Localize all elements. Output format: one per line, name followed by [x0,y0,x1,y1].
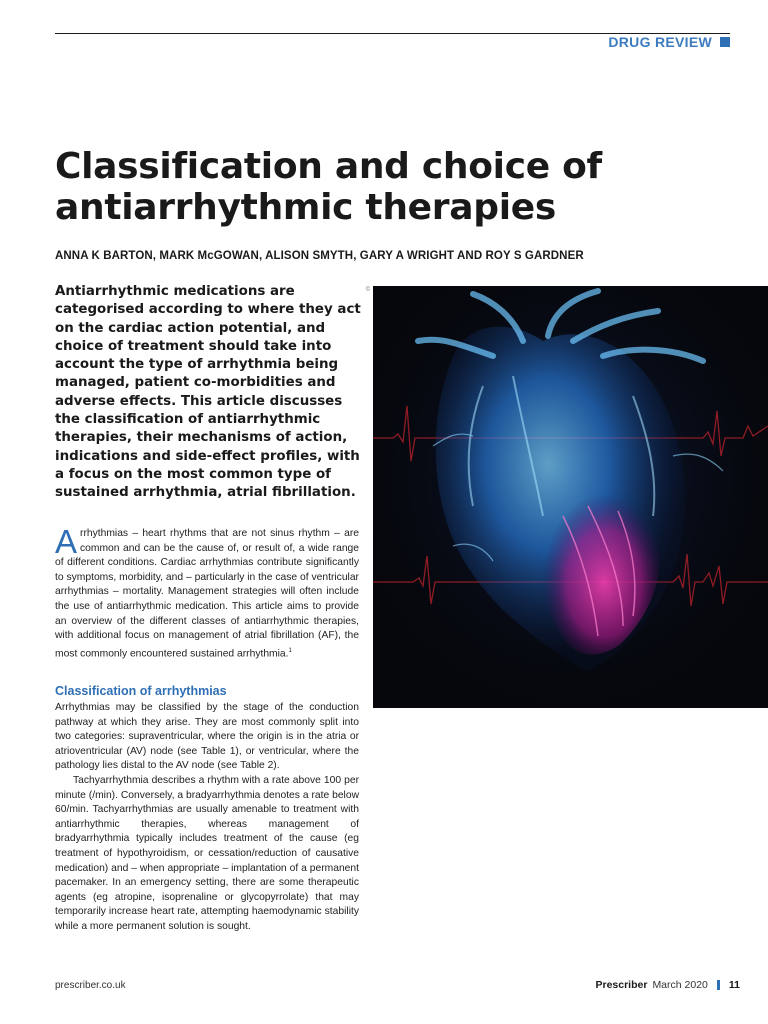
title-line-2: antiarrhythmic therapies [55,187,556,228]
section-heading: Classification of arrhythmias [55,684,227,698]
page-number: 11 [728,979,740,991]
section-tag-label: DRUG REVIEW [608,34,712,50]
heart-illustration-svg [373,286,768,708]
footer-issue-inner [595,979,740,991]
paragraph-1: Arrhythmias may be classified by the stage of the conduction pathway at which they arise. They are most commonly split into two categories: supraventricular, where the origin is in the atria or atrioventricular (AV) node (see Table 1), or ventricular, where the pathology lies distal to the AV node (see Table 2). [55,702,359,772]
footer-date: March 2020 [652,979,708,991]
author-list: ANNA K BARTON, MARK McGOWAN, ALISON SMYTH, GARY A WRIGHT AND ROY S GARDNER [55,250,584,262]
footer-issue [540,979,740,991]
heart-illustration [373,286,768,708]
footer-journal: Prescriber [595,979,648,991]
title-line-1: Classification and choice of [55,146,602,187]
intro-paragraph [55,523,359,662]
abstract: Antiarrhythmic medications are categorised according to where they act on the cardiac action potential, and choice of treatment should take into account the type of arrhythmia being managed, patient co-morbidities and adverse effects. This article discusses the classification of antiarrhythmic therapies, their mechanisms of action, indications and side-effect profiles, with a focus on the most common type of sustained arrhythmia, atrial fibrillation. [55,284,361,501]
article-title [55,146,695,228]
section-body [55,701,359,935]
footer-website: prescriber.co.uk [55,980,126,991]
image-credit: © [365,287,371,293]
square-icon [720,37,730,47]
drop-cap: A [55,523,78,560]
section-tag [608,34,730,50]
bar-icon [717,980,720,990]
reference-marker: 1 [288,647,292,654]
intro-text: rrhythmias – heart rhythms that are not sinus rhythm – are common and can be the cause of, or result of, a wide range of different conditions. Cardiac arrhythmias contribute significantly to symptoms, morbidity, and – particularly in the case of ventricular arrhythmias – mortality. Management strategies will often include the use of antiarrhythmic medication. This article aims to provide an overview of the different classes of antiarrhythmic therapies, with additional focus on management of atrial fibrillation (AF), the most commonly encountered sustained arrhythmia. [55,528,359,660]
paragraph-2: Tachyarrhythmia describes a rhythm with a rate above 100 per minute (/min). Conversely, a bradyarrhythmia denotes a rate below 60/min. Tachyarrhythmias are usually amenable to treatment with antiarrhythmic therapies, whereas management of bradyarrhythmia typically includes treatment of the cause (eg treatment of hypothyroidism, or cessation/reduction of causative medication) and – when appropriate – implantation of a permanent pacemaker. In an emergency setting, there are some therapeutic agents (eg atropine, isoprenaline or glycopyrrolate) that may temporarily increase heart rate, attempting haemodynamic stability while a more permanent solution is sought. [55,774,359,932]
